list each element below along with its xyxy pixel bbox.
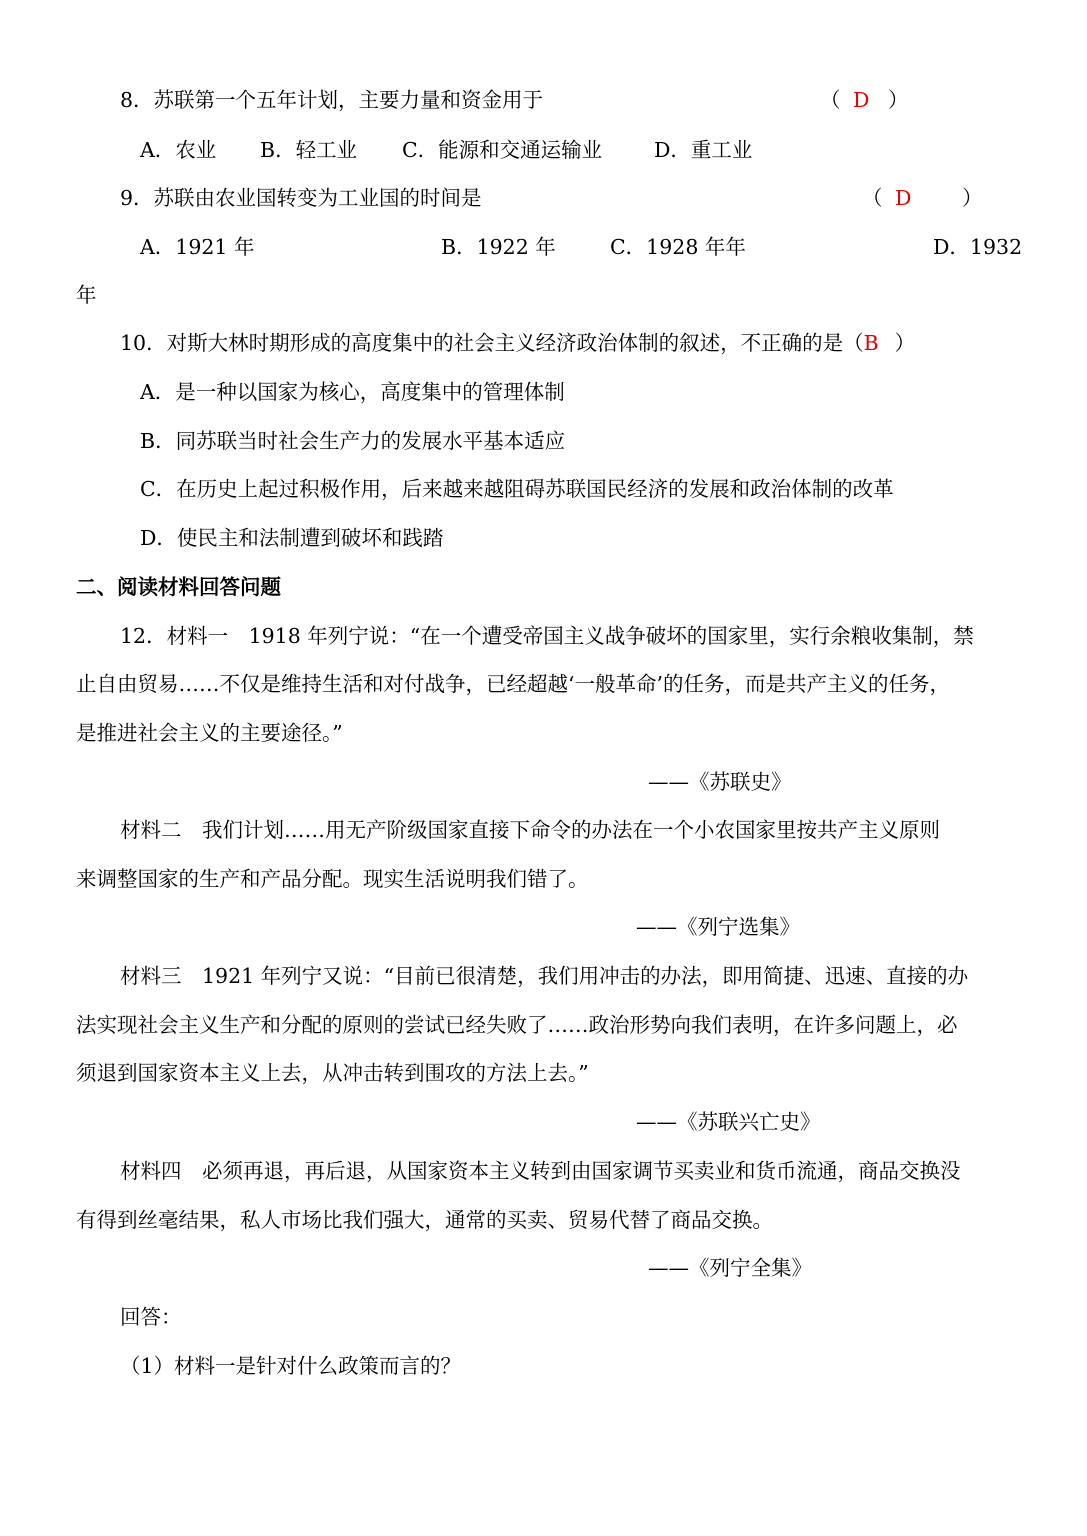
q10-answer: B [863,331,879,355]
q8-option-d: D．重工业 [654,138,753,162]
sub-question-1: （1）材料一是针对什么政策而言的？ [120,1354,462,1378]
q9-answer: D [895,186,912,210]
material-4-line-1: 材料四 必须再退，再后退，从国家资本主义转到由国家调节买卖业和货币流通，商品交换没 [120,1159,961,1183]
q8-option-b: B．轻工业 [260,138,358,162]
material-1-line-1: 12．材料一 1918 年列宁说：“在一个遭受帝国主义战争破坏的国家里，实行余粮收集制，禁 [120,624,974,648]
q9-option-c: C．1928 年年 [610,235,746,259]
material-2-line-1: 材料二 我们计划……用无产阶级国家直接下命令的办法在一个小农国家里按共产主义原则 [120,818,940,842]
material-3-line-3: 须退到国家资本主义上去，从冲击转到围攻的方法上去。” [76,1061,589,1085]
material-4-source: ——《列宁全集》 [648,1256,812,1280]
q8-option-a: A．农业 [140,138,217,162]
q9-answer-bracket: （ D ） [862,186,983,210]
material-3-line-1: 材料三 1921 年列宁又说：“目前已很清楚，我们用冲击的办法，即用简捷、迅速、直接的办 [120,964,969,988]
section-heading: 二、阅读材料回答问题 [76,575,281,599]
material-1-source: ——《苏联史》 [648,770,792,794]
q10-option-b: B．同苏联当时社会生产力的发展水平基本适应 [140,429,566,453]
answer-label: 回答： [120,1305,182,1329]
q9-option-d-wrap: 年 [76,283,97,307]
material-2-line-2: 来调整国家的生产和产品分配。现实生活说明我们错了。 [76,867,589,891]
material-3-line-2: 法实现社会主义生产和分配的原则的尝试已经失败了……政治形势向我们表明，在许多问题上，必 [76,1013,958,1037]
q10-option-d: D．使民主和法制遭到破坏和践踏 [140,526,444,550]
q8-answer-bracket: （ D ） [820,88,909,112]
material-1-line-2: 止自由贸易……不仅是维持生活和对付战争，已经超越‘一般革命’的任务，而是共产主义的任务， [76,672,951,696]
q10-option-c: C．在历史上起过积极作用，后来越来越阻碍苏联国民经济的发展和政治体制的改革 [140,477,894,501]
material-2-source: ——《列宁选集》 [636,915,800,939]
material-4-line-2: 有得到丝毫结果，私人市场比我们强大，通常的买卖、贸易代替了商品交换。 [76,1208,773,1232]
q8-answer: D [853,88,870,112]
q10-option-a: A．是一种以国家为核心，高度集中的管理体制 [140,380,565,404]
q10-stem: 10．对斯大林时期形成的高度集中的社会主义经济政治体制的叙述，不正确的是（B ） [120,331,916,355]
material-3-source: ——《苏联兴亡史》 [636,1110,821,1134]
q8-stem: 8．苏联第一个五年计划，主要力量和资金用于 [120,88,544,112]
q9-option-b: B．1922 年 [441,235,556,259]
q9-stem: 9．苏联由农业国转变为工业国的时间是 [120,186,482,210]
q9-option-d: D．1932 [933,235,1023,259]
q8-option-c: C．能源和交通运输业 [402,138,603,162]
material-1-line-3: 是推进社会主义的主要途径。” [76,721,343,745]
q9-option-a: A．1921 年 [140,235,255,259]
